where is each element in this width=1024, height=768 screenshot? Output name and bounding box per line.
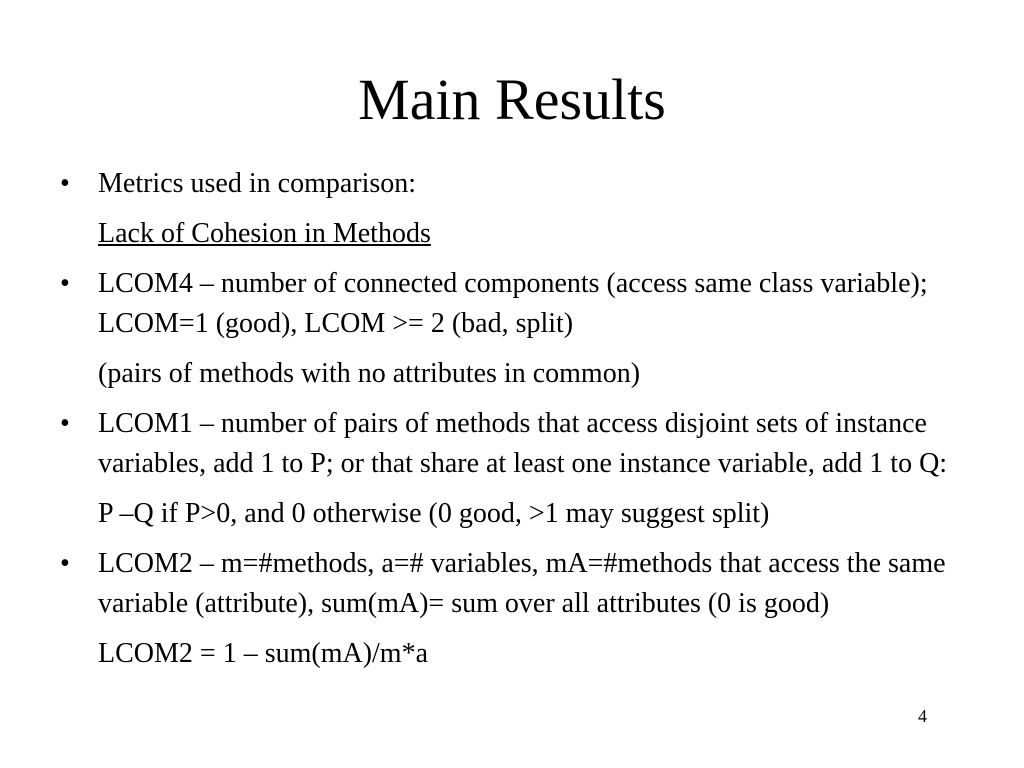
sub-text: LCOM2 = 1 – sum(mA)/m*a bbox=[98, 638, 428, 669]
slide-content bbox=[60, 164, 960, 684]
bullet-text: LCOM4 – number of connected components (access same class variable); LCOM=1 (good), LCOM >= 2 (bad, split) bbox=[98, 268, 928, 339]
bullet-text: Metrics used in comparison: bbox=[98, 168, 417, 199]
sub-text: (pairs of methods with no attributes in common) bbox=[98, 358, 641, 389]
bullet-text: LCOM1 – number of pairs of methods that access disjoint sets of instance variables, add 1 to P; or that share at least one instance variable, add 1 to Q: bbox=[98, 408, 948, 479]
bullet-lcom1 bbox=[60, 404, 960, 484]
bullet-mark: • bbox=[60, 268, 70, 299]
bullet-mark: • bbox=[60, 168, 70, 199]
page-number: 4 bbox=[918, 706, 927, 726]
sub-lcom4-note bbox=[60, 354, 960, 394]
sub-lcom1-note bbox=[60, 494, 960, 534]
bullet-mark: • bbox=[60, 548, 70, 579]
bullet-metrics bbox=[60, 164, 960, 204]
sub-lcom2-formula bbox=[60, 634, 960, 674]
sub-text: P –Q if P>0, and 0 otherwise (0 good, >1 may suggest split) bbox=[98, 498, 770, 529]
sub-text: Lack of Cohesion in Methods bbox=[98, 218, 431, 249]
bullet-mark: • bbox=[60, 408, 70, 439]
bullet-text: LCOM2 – m=#methods, a=# variables, mA=#methods that access the same variable (attribute), sum(mA)= sum over all attributes (0 is good) bbox=[98, 548, 946, 619]
bullet-lcom4 bbox=[60, 264, 960, 344]
sub-lcom-heading bbox=[60, 214, 960, 254]
slide-title: Main Results bbox=[358, 67, 666, 132]
bullet-lcom2 bbox=[60, 544, 960, 624]
